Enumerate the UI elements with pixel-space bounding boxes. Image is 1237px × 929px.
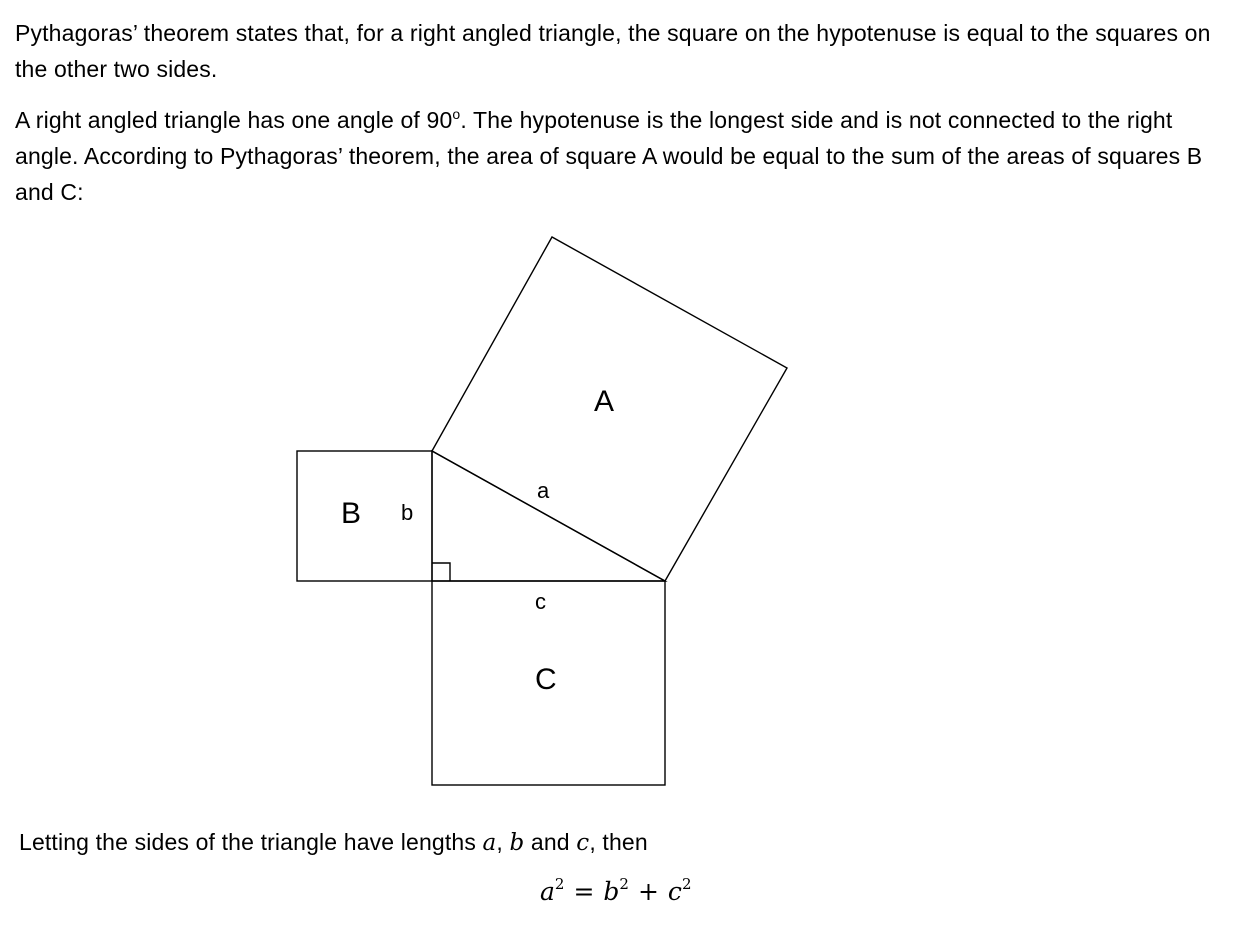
square-a-label: A: [594, 385, 615, 418]
conclusion-sep-1: ,: [496, 829, 510, 855]
intro-paragraph-1: Pythagoras’ theorem states that, for a right angled triangle, the square on the hypotenuse is equal to the squares on the other two sides.: [15, 20, 1211, 82]
formula-power-c: 2: [681, 875, 692, 893]
formula-power-b: 2: [619, 875, 629, 893]
intro-paragraph-2-end: . The hypotenuse is the longest side and is not connected to the right angle. According to Pythagoras’ theorem, the area of square A would be equal to the sum of the areas of squares B and C:: [15, 107, 1203, 205]
square-c-label: C: [535, 663, 557, 696]
conclusion-var-b: b: [509, 830, 525, 856]
formula-power-a: 2: [554, 875, 565, 893]
intro-paragraph-2-start: A right angled triangle has one angle of 90: [15, 107, 453, 133]
formula-var-c: c: [667, 877, 682, 906]
conclusion-sep-2: and: [524, 829, 577, 855]
degree-symbol: o: [452, 106, 461, 122]
conclusion-text-end: , then: [589, 829, 648, 855]
right-angle-marker: [432, 563, 450, 581]
formula-plus: +: [637, 877, 659, 906]
pythagoras-formula: [540, 872, 691, 912]
conclusion-paragraph: [19, 824, 648, 861]
conclusion-var-c: c: [576, 830, 590, 856]
formula-var-b: b: [603, 877, 620, 906]
formula-var-a: a: [540, 877, 555, 906]
side-b-label: b: [401, 500, 414, 525]
right-triangle: [432, 451, 665, 581]
square-b-label: B: [341, 497, 362, 530]
conclusion-var-a: a: [482, 830, 497, 856]
formula-equals: =: [573, 877, 595, 906]
side-a-label: a: [537, 478, 550, 503]
conclusion-text-start: Letting the sides of the triangle have lengths: [19, 829, 483, 855]
side-c-label: c: [535, 589, 546, 614]
